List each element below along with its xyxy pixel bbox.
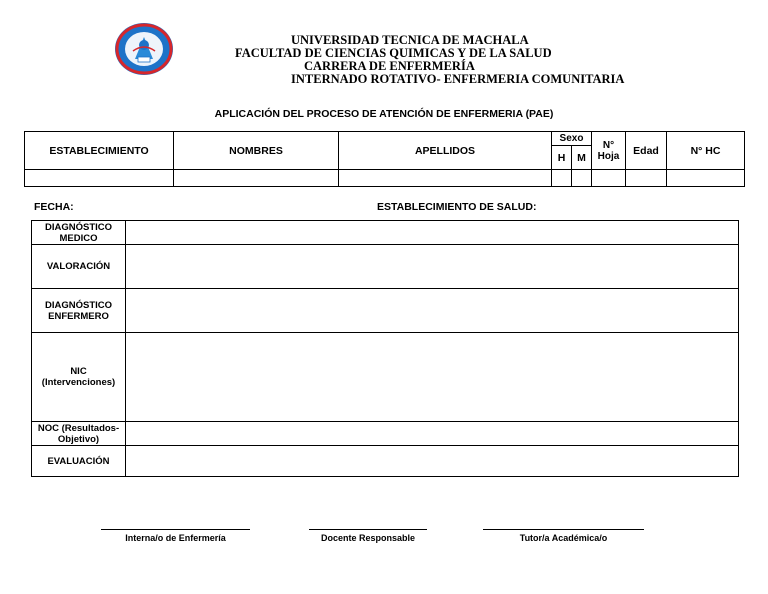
row-noc [32,422,126,446]
row-diagnostico-medico-line2: MEDICO [59,232,98,244]
row-valoracion: VALORACIÓN [32,245,126,289]
row-diagnostico-medico-line1: DIAGNÓSTICO [44,221,113,233]
row-diagnostico-enfermero-line1: DIAGNÓSTICO [44,299,113,311]
col-edad: Edad [626,132,667,170]
col-apellidos: APELLIDOS [339,132,552,170]
university-seal-icon [113,21,175,77]
row-noc-line1: NOC (Resultados- [37,422,120,434]
col-sexo: Sexo [552,132,592,146]
col-establecimiento: ESTABLECIMIENTO [25,132,174,170]
apellidos-cell[interactable] [339,170,552,187]
patient-info-table [24,131,745,187]
career-name: CARRERA DE ENFERMERÍA [304,59,475,73]
hoja-cell[interactable] [592,170,626,187]
noc-field[interactable] [126,422,739,446]
hc-cell[interactable] [667,170,745,187]
diagnostico-enfermero-field[interactable] [126,289,739,333]
pae-table [31,220,739,477]
col-sexo-h: H [552,146,572,170]
col-hoja-line2: Hoja [597,150,620,162]
university-name: UNIVERSIDAD TECNICA DE MACHALA [291,33,529,47]
row-noc-line2: Objetivo) [57,433,100,445]
nic-field[interactable] [126,333,739,422]
edad-cell[interactable] [626,170,667,187]
evaluacion-field[interactable] [126,446,739,477]
internship-name: INTERNADO ROTATIVO- ENFERMERIA COMUNITARIA [291,72,625,86]
col-hc: N° HC [667,132,745,170]
fecha-label: FECHA: [34,201,74,213]
signature-interno: Interna/o de Enfermería [101,529,250,543]
row-diagnostico-enfermero [32,289,126,333]
col-sexo-m: M [572,146,592,170]
nombres-cell[interactable] [174,170,339,187]
row-diagnostico-enfermero-line2: ENFERMERO [48,310,109,322]
sexo-m-cell[interactable] [572,170,592,187]
valoracion-field[interactable] [126,245,739,289]
col-nombres: NOMBRES [174,132,339,170]
signature-docente: Docente Responsable [309,529,427,543]
row-nic-line2: (Intervenciones) [41,377,116,388]
establecimiento-salud-label: ESTABLECIMIENTO DE SALUD: [377,201,537,213]
row-evaluacion: EVALUACIÓN [32,446,126,477]
row-nic [32,333,126,422]
col-hoja [592,132,626,170]
row-nic-line1: NIC [70,366,87,377]
sexo-h-cell[interactable] [552,170,572,187]
diagnostico-medico-field[interactable] [126,221,739,245]
form-title: APLICACIÓN DEL PROCESO DE ATENCIÓN DE ENFERMERIA (PAE) [214,108,554,120]
establecimiento-cell[interactable] [25,170,174,187]
signature-tutor: Tutor/a Académica/o [483,529,644,543]
row-diagnostico-medico [32,221,126,245]
faculty-name: FACULTAD DE CIENCIAS QUIMICAS Y DE LA SALUD [235,46,552,60]
col-hoja-line1: N° [602,139,615,151]
